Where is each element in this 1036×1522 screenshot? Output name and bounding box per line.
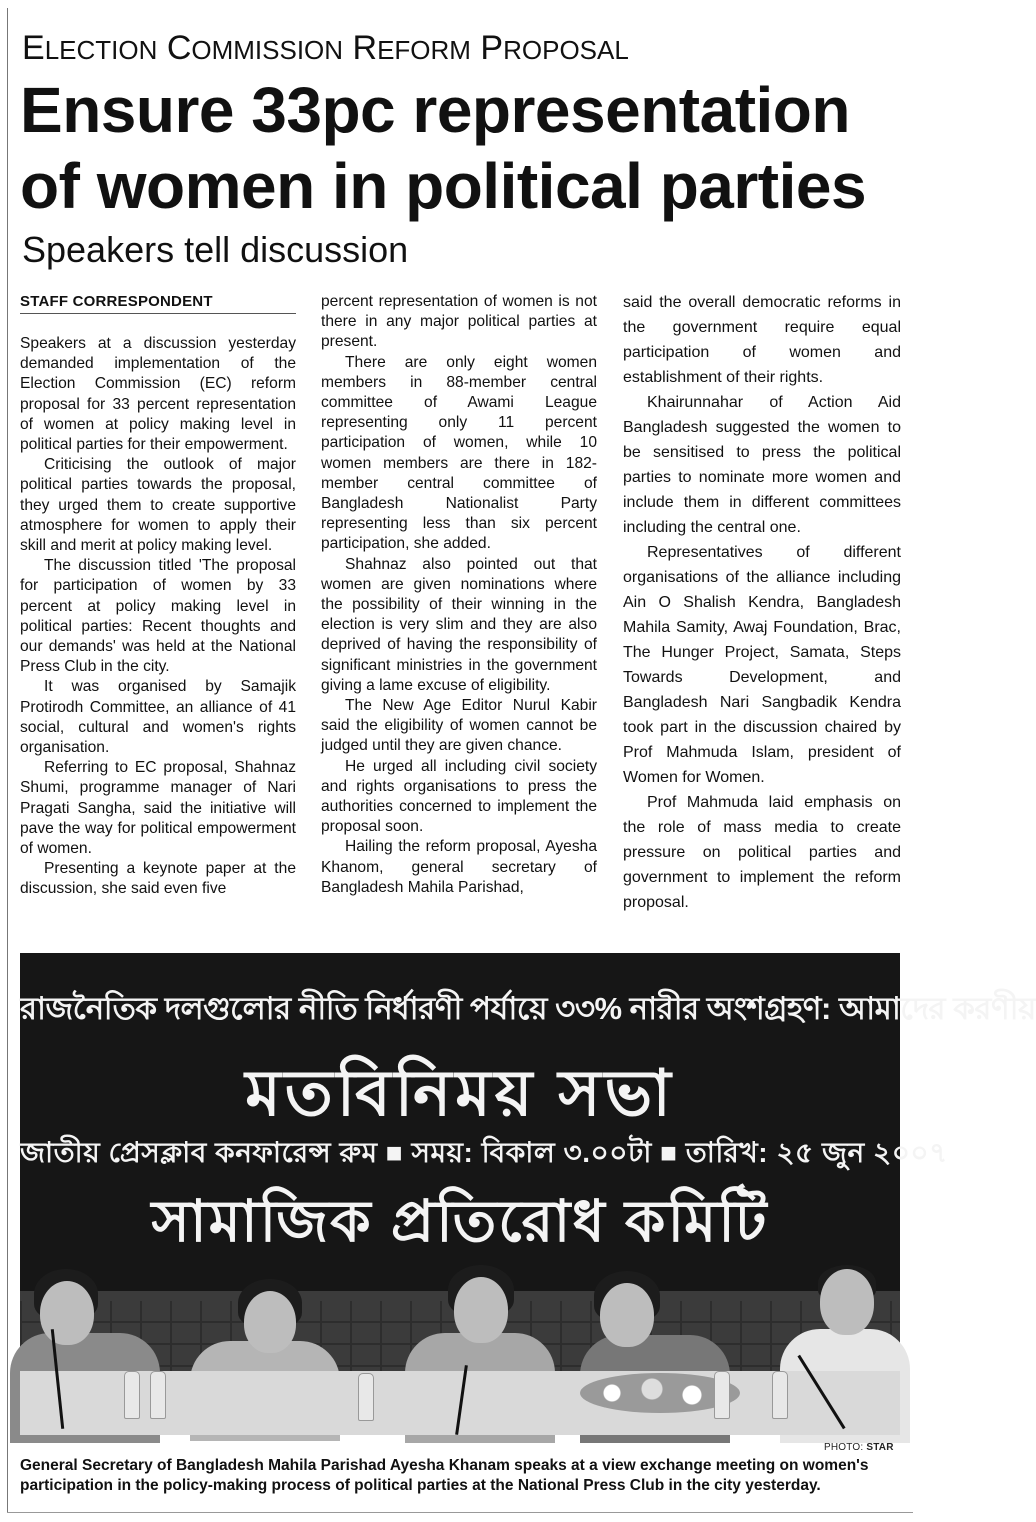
water-bottle — [772, 1371, 788, 1419]
byline: STAFF CORRESPONDENT — [20, 293, 213, 310]
water-bottle — [150, 1371, 166, 1419]
paragraph: said the overall democratic reforms in the government require equal participation of women and establishment of their rights. — [623, 294, 901, 386]
paragraph: Shahnaz also pointed out that women are given nominations where the possibility of their winning in the election is very slim and they are also deprived of having the responsibility of significant ministries in the government giving a lame excuse of eligibility. — [321, 555, 597, 694]
water-bottle — [358, 1373, 374, 1421]
banner-line-4: সামাজিক প্রতিরোধ কমিটি — [151, 1189, 769, 1254]
paragraph: It was organised by Samajik Protirodh Committee, an alliance of 41 social, cultural and women's rights organisation. — [20, 678, 296, 757]
paragraph: Prof Mahmuda laid emphasis on the role of mass media to create pressure on political parties and government to implement the reform proposal. — [623, 794, 901, 911]
paragraph: The New Age Editor Nurul Kabir said the eligibility of women cannot be judged until they are given chance. — [321, 697, 597, 755]
paragraph: Referring to EC proposal, Shahnaz Shumi, programme manager of Nari Pragati Sangha, said the initiative will pave the way for political empowerment of women. — [20, 759, 296, 858]
news-photo — [20, 953, 1036, 1435]
kicker-text-1: LECTION — [44, 35, 158, 65]
kicker: ELECTION COMMISSION REFORM PROPOSAL — [22, 29, 629, 67]
paragraph: Khairunnahar of Action Aid Bangladesh suggested the women to be sensitised to press the political parties to nominate more women and include them in different committees including the central one. — [623, 394, 901, 536]
paragraph: Hailing the reform proposal, Ayesha Khanom, general secretary of Bangladesh Mahila Parishad, — [321, 838, 597, 896]
banner-line-1: রাজনৈতিক দলগুলোর নীতি নির্ধারণী পর্যায়ে ৩৩% নারীর অংশগ্রহণ: আমাদের করণীয় — [20, 991, 1036, 1026]
article-column-1 — [20, 292, 296, 900]
photo-caption: General Secretary of Bangladesh Mahila Parishad Ayesha Khanam speaks at a view exchange meeting on women's participation in the policy-making process of political parties at the National Press Club in the city yesterday. — [20, 1457, 869, 1494]
bottom-rule — [7, 1512, 913, 1513]
water-bottle — [714, 1371, 730, 1419]
article-column-3 — [623, 290, 901, 915]
paragraph: The discussion titled 'The proposal for participation of women by 33 percent at policy making level in political parties: Recent thoughts and our demands' was held at the National Press Club in the city. — [20, 557, 296, 676]
headline: Ensure 33pc representation of women in political parties — [20, 74, 867, 222]
banner-line-2: মতবিনিময় সভা — [245, 1057, 675, 1129]
paragraph: percent representation of women is not there in any major political parties at present. — [321, 293, 597, 351]
paragraph: Criticising the outlook of major political parties towards the proposal, they urged them to create supportive atmosphere for women to apply their skill and merit at policy making level. — [20, 456, 296, 555]
article-column-2 — [321, 292, 597, 898]
left-column-rule — [7, 8, 8, 1512]
banner-line-3: জাতীয় প্রেসক্লাব কনফারেন্স রুম ■ সময়: বিকাল ৩.০০টা ■ তারিখ: ২৫ জুন ২০০৭ — [20, 1137, 948, 1168]
paragraph: Representatives of different organisations of the alliance including Ain O Shalish Kendra, Bangladesh Mahila Samity, Awaj Foundation, Brac, The Hunger Project, Samata, Steps Towards Development, and Bangladesh Nari Sangbadik Kendra took part in the discussion chaired by Prof Mahmuda Islam, president of Women for Women. — [623, 544, 901, 786]
paragraph: There are only eight women members in 88-member central committee of Awami League representing only 11 percent participation of women, while 10 women members are there in 182-member central committee of Bangladesh Nationalist Party representing less than six percent participation, she added. — [321, 353, 597, 553]
subheadline: Speakers tell discussion — [22, 229, 409, 270]
paragraph: He urged all including civil society and rights organisations to press the authorities concerned to implement the proposal soon. — [321, 757, 597, 836]
water-bottle — [124, 1371, 140, 1419]
photo-credit: PHOTO: STAR — [824, 1442, 894, 1453]
paragraph: Presenting a keynote paper at the discussion, she said even five — [20, 860, 296, 898]
paragraph: Speakers at a discussion yesterday demanded implementation of the Election Commission (EC) reform proposal for 33 percent representation of women at policy making level in political parties for their empowerment. — [20, 335, 296, 454]
